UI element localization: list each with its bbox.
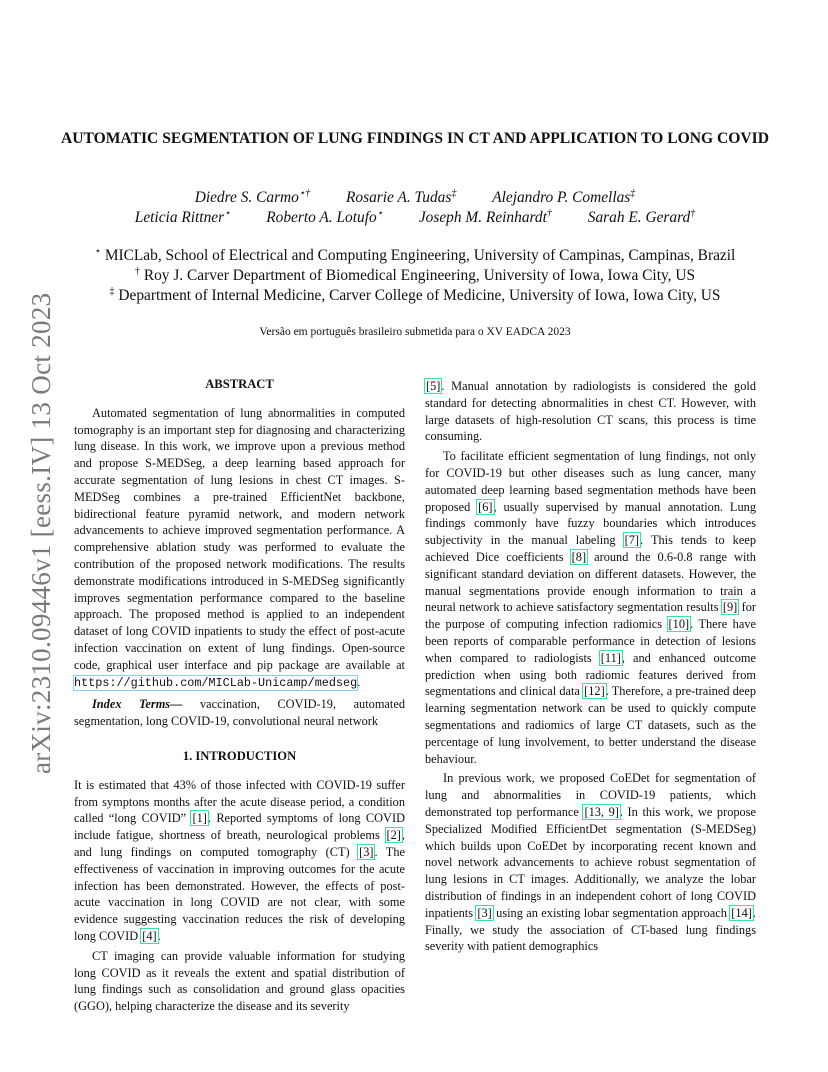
citation-link[interactable]: [10] bbox=[668, 617, 690, 632]
intro-paragraph-3: To facilitate efficient segmentation of lung findings, not only for COVID-19 but other diseases such as lung cancer, many automated deep learning based segmentation methods have been proposed [6], usually supervised by manual annotation. Lung findings commonly have fuzzy boundaries which introduces subjectivity in the manual labeling [7]. This tends to keep achieved Dice coefficients [8] around the 0.6-0.8 range with significant standard deviation on different datasets. However, the manual segmentations provide enough information to train a neural network to achieve satisfactory segmentation results [9] for the purpose of computing infection radiomics [10]. There have been reports of comparable performance in detection of lesions when compared to radiologists [11], and enhanced outcome prediction when using both radiomic features derived from segmentations and clinical data [12]. Therefore, a pre-trained deep learning segmentation network can be used to quickly compute segmentations and radiomics of large CT datasets, such as the percentage of lung involvement, to better understand the disease behaviour. bbox=[425, 449, 757, 766]
author: Joseph M. Reinhardt† bbox=[418, 208, 552, 226]
index-terms: Index Terms— vaccination, COVID-19, automated segmentation, long COVID-19, convolutional neural network bbox=[74, 697, 405, 729]
author: Sarah E. Gerard† bbox=[587, 208, 696, 226]
left-column bbox=[74, 376, 405, 1015]
author: Leticia Rittner⋆ bbox=[134, 208, 231, 226]
author-row-2 bbox=[60, 208, 770, 228]
author: Diedre S. Carmo⋆† bbox=[194, 188, 311, 206]
arxiv-id: arXiv:2310.09446v1 [eess.IV] 13 Oct 2023 bbox=[26, 292, 56, 774]
citation-link[interactable]: [1] bbox=[192, 811, 207, 826]
citation-link[interactable]: [12] bbox=[584, 684, 605, 699]
affiliation: † Roy J. Carver Department of Biomedical Engineering, University of Iowa, Iowa City, US bbox=[134, 266, 696, 284]
citation-link[interactable]: [3] bbox=[359, 844, 374, 859]
author: Rosarie A. Tudas‡ bbox=[346, 188, 457, 206]
paper-title: AUTOMATIC SEGMENTATION OF LUNG FINDINGS IN CT AND APPLICATION TO LONG COVID bbox=[60, 130, 770, 147]
citation-link[interactable]: [6] bbox=[478, 499, 493, 514]
affiliation: ‡ Department of Internal Medicine, Carver College of Medicine, University of Iowa, Iowa City, US bbox=[109, 286, 721, 304]
author-list bbox=[60, 188, 770, 228]
intro-paragraph-4: In previous work, we proposed CoEDet for segmentation of lung and abnormalities in COVID-19 patients, which demonstrated top performance [13, 9]. In this work, we propose Specialized Modified EfficientDet segmentation (S-MEDSeg) which builds upon CoEDet by incorporating recent known and novel network advancements to achieve robust segmentation of lung lesions in CT images. Additionally, we analyze the lobar distribution of findings in an independent cohort of long COVID inpatients [3] using an existing lobar segmentation approach [14]. Finally, we study the association of CT-based lung findings severity with patient demographics bbox=[425, 771, 756, 954]
abstract-paragraph: Automated segmentation of lung abnormalities in computed tomography is an important step for diagnosing and characterizing lung disease. In this work, we improve upon a previous method and propose S-MEDSeg, a deep learning based approach for accurate segmentation of lung lesions in chest CT images. S-MEDSeg combines a pre-trained EfficientNet backbone, bidirectional feature pyramid network, and modern network advancements to achieve improved segmentation performance. A comprehensive ablation study was performed to evaluate the contribution of the proposed network modifications. The results demonstrate modifications introduced in S-MEDSeg significantly improves segmentation performance compared to the baseline approach. The proposed method is applied to an independent dataset of long COVID inpatients to study the effect of post-acute infection vaccination on extent of lung findings. Open-source code, graphical user interface and pip package are available at https://github.com/MICLab-Unicamp/medseg. bbox=[74, 405, 405, 690]
citation-link[interactable]: [7] bbox=[624, 533, 640, 548]
citation-link[interactable]: [8] bbox=[571, 549, 587, 564]
right-column bbox=[425, 378, 756, 955]
intro-paragraph-1: It is estimated that 43% of those infected with COVID-19 suffer from symptons months after the acute disease period, a condition called “long COVID” [1]. Reported symptoms of long COVID include fatigue, shortness of breath, neurological problems [2], and lung findings on computed tomography (CT) [3]. The effectiveness of vaccination in improving outcomes for the acute infection has been demonstrated. However, the effects of post-acute vaccination in long COVID are not clear, with some evidence suggesting vaccination reduces the risk of developing long COVID [4]. bbox=[74, 777, 405, 943]
introduction-heading: 1. INTRODUCTION bbox=[182, 748, 297, 763]
abstract-heading: ABSTRACT bbox=[205, 377, 274, 391]
citation-link[interactable]: [13, 9] bbox=[584, 804, 619, 819]
intro-paragraph-2: CT imaging can provide valuable information for studying long COVID as it reveals the extent and spatial distribution of lung findings such as consolidation and ground glass opacities (GGO), helping characterize the disease and its severity bbox=[74, 948, 405, 1014]
citation-link[interactable]: [4] bbox=[142, 928, 157, 943]
citation-link[interactable]: [14] bbox=[731, 905, 752, 920]
intro-paragraph-2-cont: [5]. Manual annotation by radiologists is considered the gold standard for detecting abnormalities in chest CT. However, with large datasets of high-resolution CT scans, this process is time consuming. bbox=[425, 379, 756, 444]
citation-link[interactable]: [3] bbox=[477, 905, 492, 920]
author-row-1 bbox=[60, 188, 770, 208]
affiliation-list bbox=[60, 246, 770, 306]
version-note: Versão em português brasileiro submetida para o XV EADCA 2023 bbox=[259, 326, 571, 338]
github-link[interactable]: https://github.com/MICLab-Unicamp/medseg bbox=[74, 675, 358, 690]
citation-link[interactable]: [2] bbox=[386, 828, 401, 843]
arxiv-stamp bbox=[20, 290, 58, 780]
citation-link[interactable]: [11] bbox=[600, 650, 621, 665]
author: Alejandro P. Comellas‡ bbox=[492, 188, 636, 206]
affiliation: ⋆ MICLab, School of Electrical and Computing Engineering, University of Campinas, Campinas, Brazil bbox=[94, 246, 736, 264]
author: Roberto A. Lotufo⋆ bbox=[266, 208, 383, 226]
citation-link[interactable]: [9] bbox=[722, 600, 738, 615]
citation-link[interactable]: [5] bbox=[426, 379, 441, 393]
